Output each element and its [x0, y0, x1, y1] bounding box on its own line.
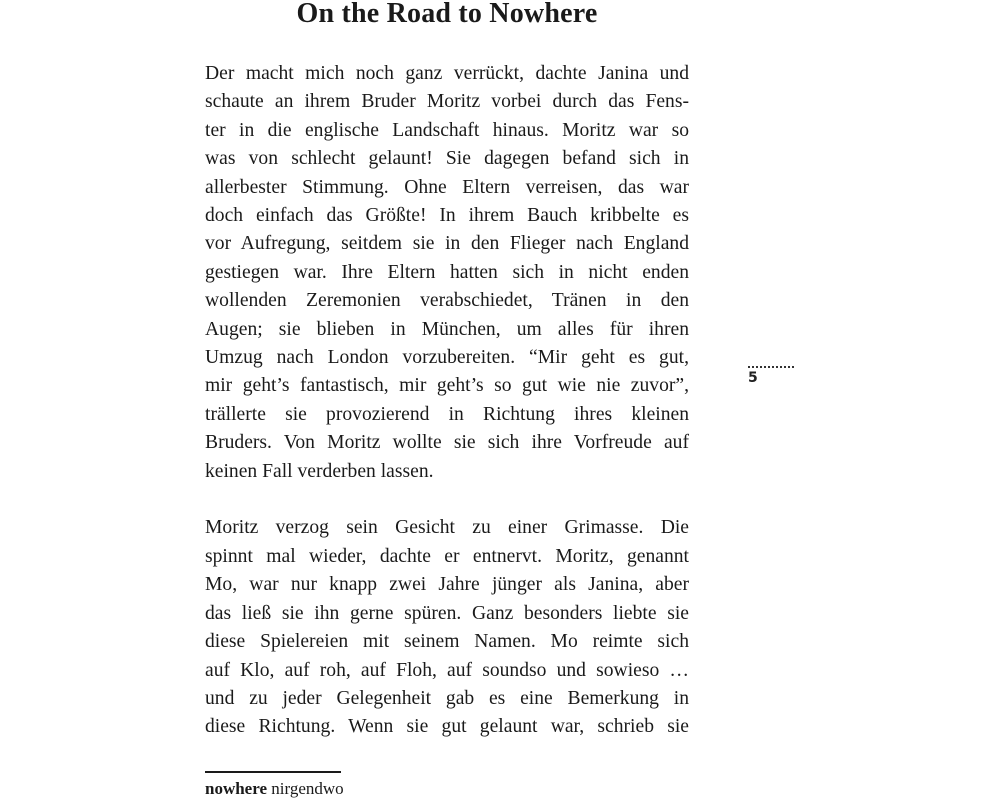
text-line: trällerte sie provozierend in Richtung ihres kleinen — [205, 403, 689, 425]
page-number-marker — [748, 366, 796, 386]
text-line: schaute an ihrem Bruder Moritz vorbei durch das Fens- — [205, 91, 689, 113]
dotted-rule — [748, 366, 794, 368]
paragraph-spacer — [205, 486, 689, 514]
text-line: Augen; sie blieben in München, um alles für ihren — [205, 318, 689, 340]
footnote-term: nowhere — [205, 779, 268, 798]
text-line: keinen Fall verderben lassen. — [205, 460, 434, 482]
footnote — [205, 778, 344, 800]
footnote-divider — [205, 771, 341, 773]
paragraph-2 — [205, 514, 689, 741]
text-line: vor Aufregung, seitdem sie in den Flieger nach England — [205, 233, 689, 255]
text-line: allerbester Stimmung. Ohne Eltern verreisen, das war — [205, 176, 689, 198]
text-line: gestiegen war. Ihre Eltern hatten sich in nicht enden — [205, 261, 689, 283]
page-number: 5 — [748, 370, 758, 386]
text-line: was von schlecht gelaunt! Sie dagegen befand sich in — [205, 148, 689, 170]
text-line: mir geht’s fantastisch, mir geht’s so gut wie nie zuvor”, — [205, 375, 689, 397]
body-text — [205, 60, 689, 742]
text-line: doch einfach das Größte! In ihrem Bauch kribbelte es — [205, 205, 689, 227]
text-line: das ließ sie ihn gerne spüren. Ganz besonders liebte sie — [205, 602, 689, 624]
text-line: Mo, war nur knapp zwei Jahre jünger als Janina, aber — [205, 574, 689, 596]
text-line: diese Richtung. Wenn sie gut gelaunt war, schrieb sie — [205, 716, 689, 738]
footnote-translation: nirgendwo — [271, 779, 344, 798]
chapter-title: On the Road to Nowhere — [296, 0, 598, 29]
text-line: ter in die englische Landschaft hinaus. Moritz war so — [205, 119, 689, 141]
paragraph-1 — [205, 60, 689, 486]
text-line: Bruders. Von Moritz wollte sie sich ihre Vorfreude auf — [205, 432, 689, 454]
text-line: spinnt mal wieder, dachte er entnervt. Moritz, genannt — [205, 545, 689, 567]
text-line: wollenden Zeremonien verabschiedet, Tränen in den — [205, 290, 689, 312]
text-line: Umzug nach London vorzubereiten. “Mir geht es gut, — [205, 347, 689, 369]
text-line: Moritz verzog sein Gesicht zu einer Grimasse. Die — [205, 517, 689, 539]
text-line: Der macht mich noch ganz verrückt, dachte Janina und — [205, 63, 689, 84]
text-line: auf Klo, auf roh, auf Floh, auf soundso und sowieso … — [205, 659, 689, 681]
text-line: und zu jeder Gelegenheit gab es eine Bemerkung in — [205, 687, 689, 709]
text-line: diese Spielereien mit seinem Namen. Mo reimte sich — [205, 631, 689, 653]
